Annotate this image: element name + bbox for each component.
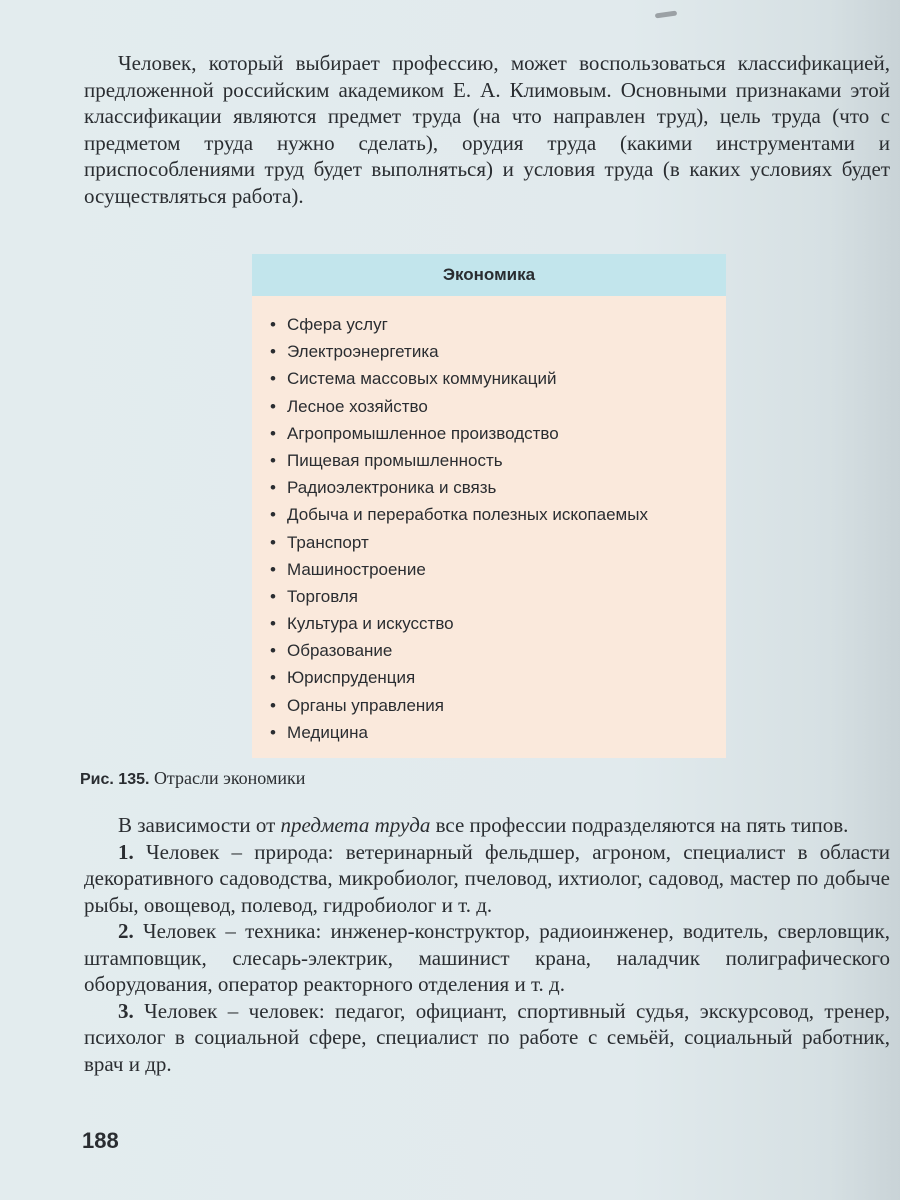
sector-list-item [270,311,726,338]
sector-label: Система массовых коммуникаций [287,369,557,389]
sector-list-item [270,365,726,392]
economy-figure [252,254,726,758]
sector-label: Сфера услуг [287,315,388,334]
bullet-icon: • [270,369,276,389]
sector-label: Юриспруденция [287,668,416,688]
sector-label: Торговля [287,586,359,606]
print-smudge [655,10,677,18]
bullet-icon: • [270,423,276,443]
figure-caption [80,768,305,789]
type-number: 2. [118,919,134,943]
paragraph-text: Человек – техника: инженер-конструктор, радиоинженер, водитель, сверловщик, штамповщик, слесарь-электрик, машинист крана, наладчик полиграфического оборудования, оператор реакторного отделения и т. д. [84,919,890,996]
paragraph-text: Человек – природа: ветеринарный фельдшер, агроном, специалист в области декоративного садоводства, микробиолог, пчеловод, ихтиолог, садовод, мастер по добыче рыбы, овощевод, полевод, гидробиолог и т. д. [84,839,890,917]
emphasis-subject-of-labor: предмета труда [280,813,431,837]
sector-label: Транспорт [287,532,369,552]
sector-list-item [270,664,726,691]
sector-list-item [270,501,726,528]
paragraph-text: Человек – человек: педагог, официант, спортивный судья, экскурсовод, тренер, психолог в социальной сфере, специалист по работе с семьёй, социальный работник, врач и др. [84,998,890,1076]
bullet-icon: • [270,668,276,688]
bullet-icon: • [270,478,276,498]
sector-list-item [270,637,726,664]
intro-paragraph: Человек, который выбирает профессию, может воспользоваться классификацией, предложенной российским академиком Е. А. Климовым. Основными признаками этой классификации являются предмет труда (на что направлен труд), цель труда (что с предметом труда нужно сделать), орудия труда (какими инструментами и приспособлениями труд будет выполняться) и условия труда (в каких условиях будет осуществляться работа). [84,51,890,208]
bullet-icon: • [270,396,276,416]
bullet-icon: • [270,641,276,661]
paragraph-type-3 [84,998,890,1078]
sector-label: Радиоэлектроника и связь [287,478,497,498]
economy-sectors-list [252,296,726,746]
bullet-icon: • [270,450,276,470]
type-number: 3. [118,998,134,1023]
bullet-icon: • [270,315,276,334]
sector-label: Лесное хозяйство [287,396,428,416]
sector-label: Добыча и переработка полезных ископаемых [287,505,648,525]
sector-list-item [270,474,726,501]
sector-list-item [270,610,726,637]
sector-list-item [270,393,726,420]
figure-title: Экономика [252,254,726,296]
sector-label: Органы управления [287,695,445,715]
figure-caption-text: Отрасли экономики [149,768,306,788]
bullet-icon: • [270,722,276,742]
sector-list-item [270,529,726,556]
sector-label: Машиностроение [287,559,426,579]
sector-list-item [270,447,726,474]
paragraph-text: В зависимости от [118,813,281,837]
sector-label: Пищевая промышленность [287,450,503,470]
bullet-icon: • [270,614,276,634]
paragraph-type-2 [84,918,890,998]
sector-label: Агропромышленное производство [287,423,559,443]
sector-list-item [270,583,726,610]
sector-list-item [270,338,726,365]
type-number: 1. [118,839,134,864]
sector-list-item [270,556,726,583]
body-text [84,812,890,1077]
sector-list-item [270,420,726,447]
bullet-icon: • [270,695,276,715]
paragraph-profession-types [84,812,890,839]
page-number: 188 [82,1128,119,1153]
paragraph-type-1 [84,839,890,919]
sector-label: Образование [287,641,393,661]
bullet-icon: • [270,586,276,606]
bullet-icon: • [270,505,276,525]
figure-caption-label: Рис. 135. [80,771,150,788]
sector-label: Электроэнергетика [287,342,439,362]
sector-list-item [270,692,726,719]
sector-list-item [270,719,726,746]
sector-label: Культура и искусство [287,614,454,634]
bullet-icon: • [270,532,276,552]
sector-label: Медицина [287,722,368,742]
paragraph-text: все профессии подразделяются на пять типов. [430,813,849,837]
bullet-icon: • [270,342,276,362]
bullet-icon: • [270,559,276,579]
